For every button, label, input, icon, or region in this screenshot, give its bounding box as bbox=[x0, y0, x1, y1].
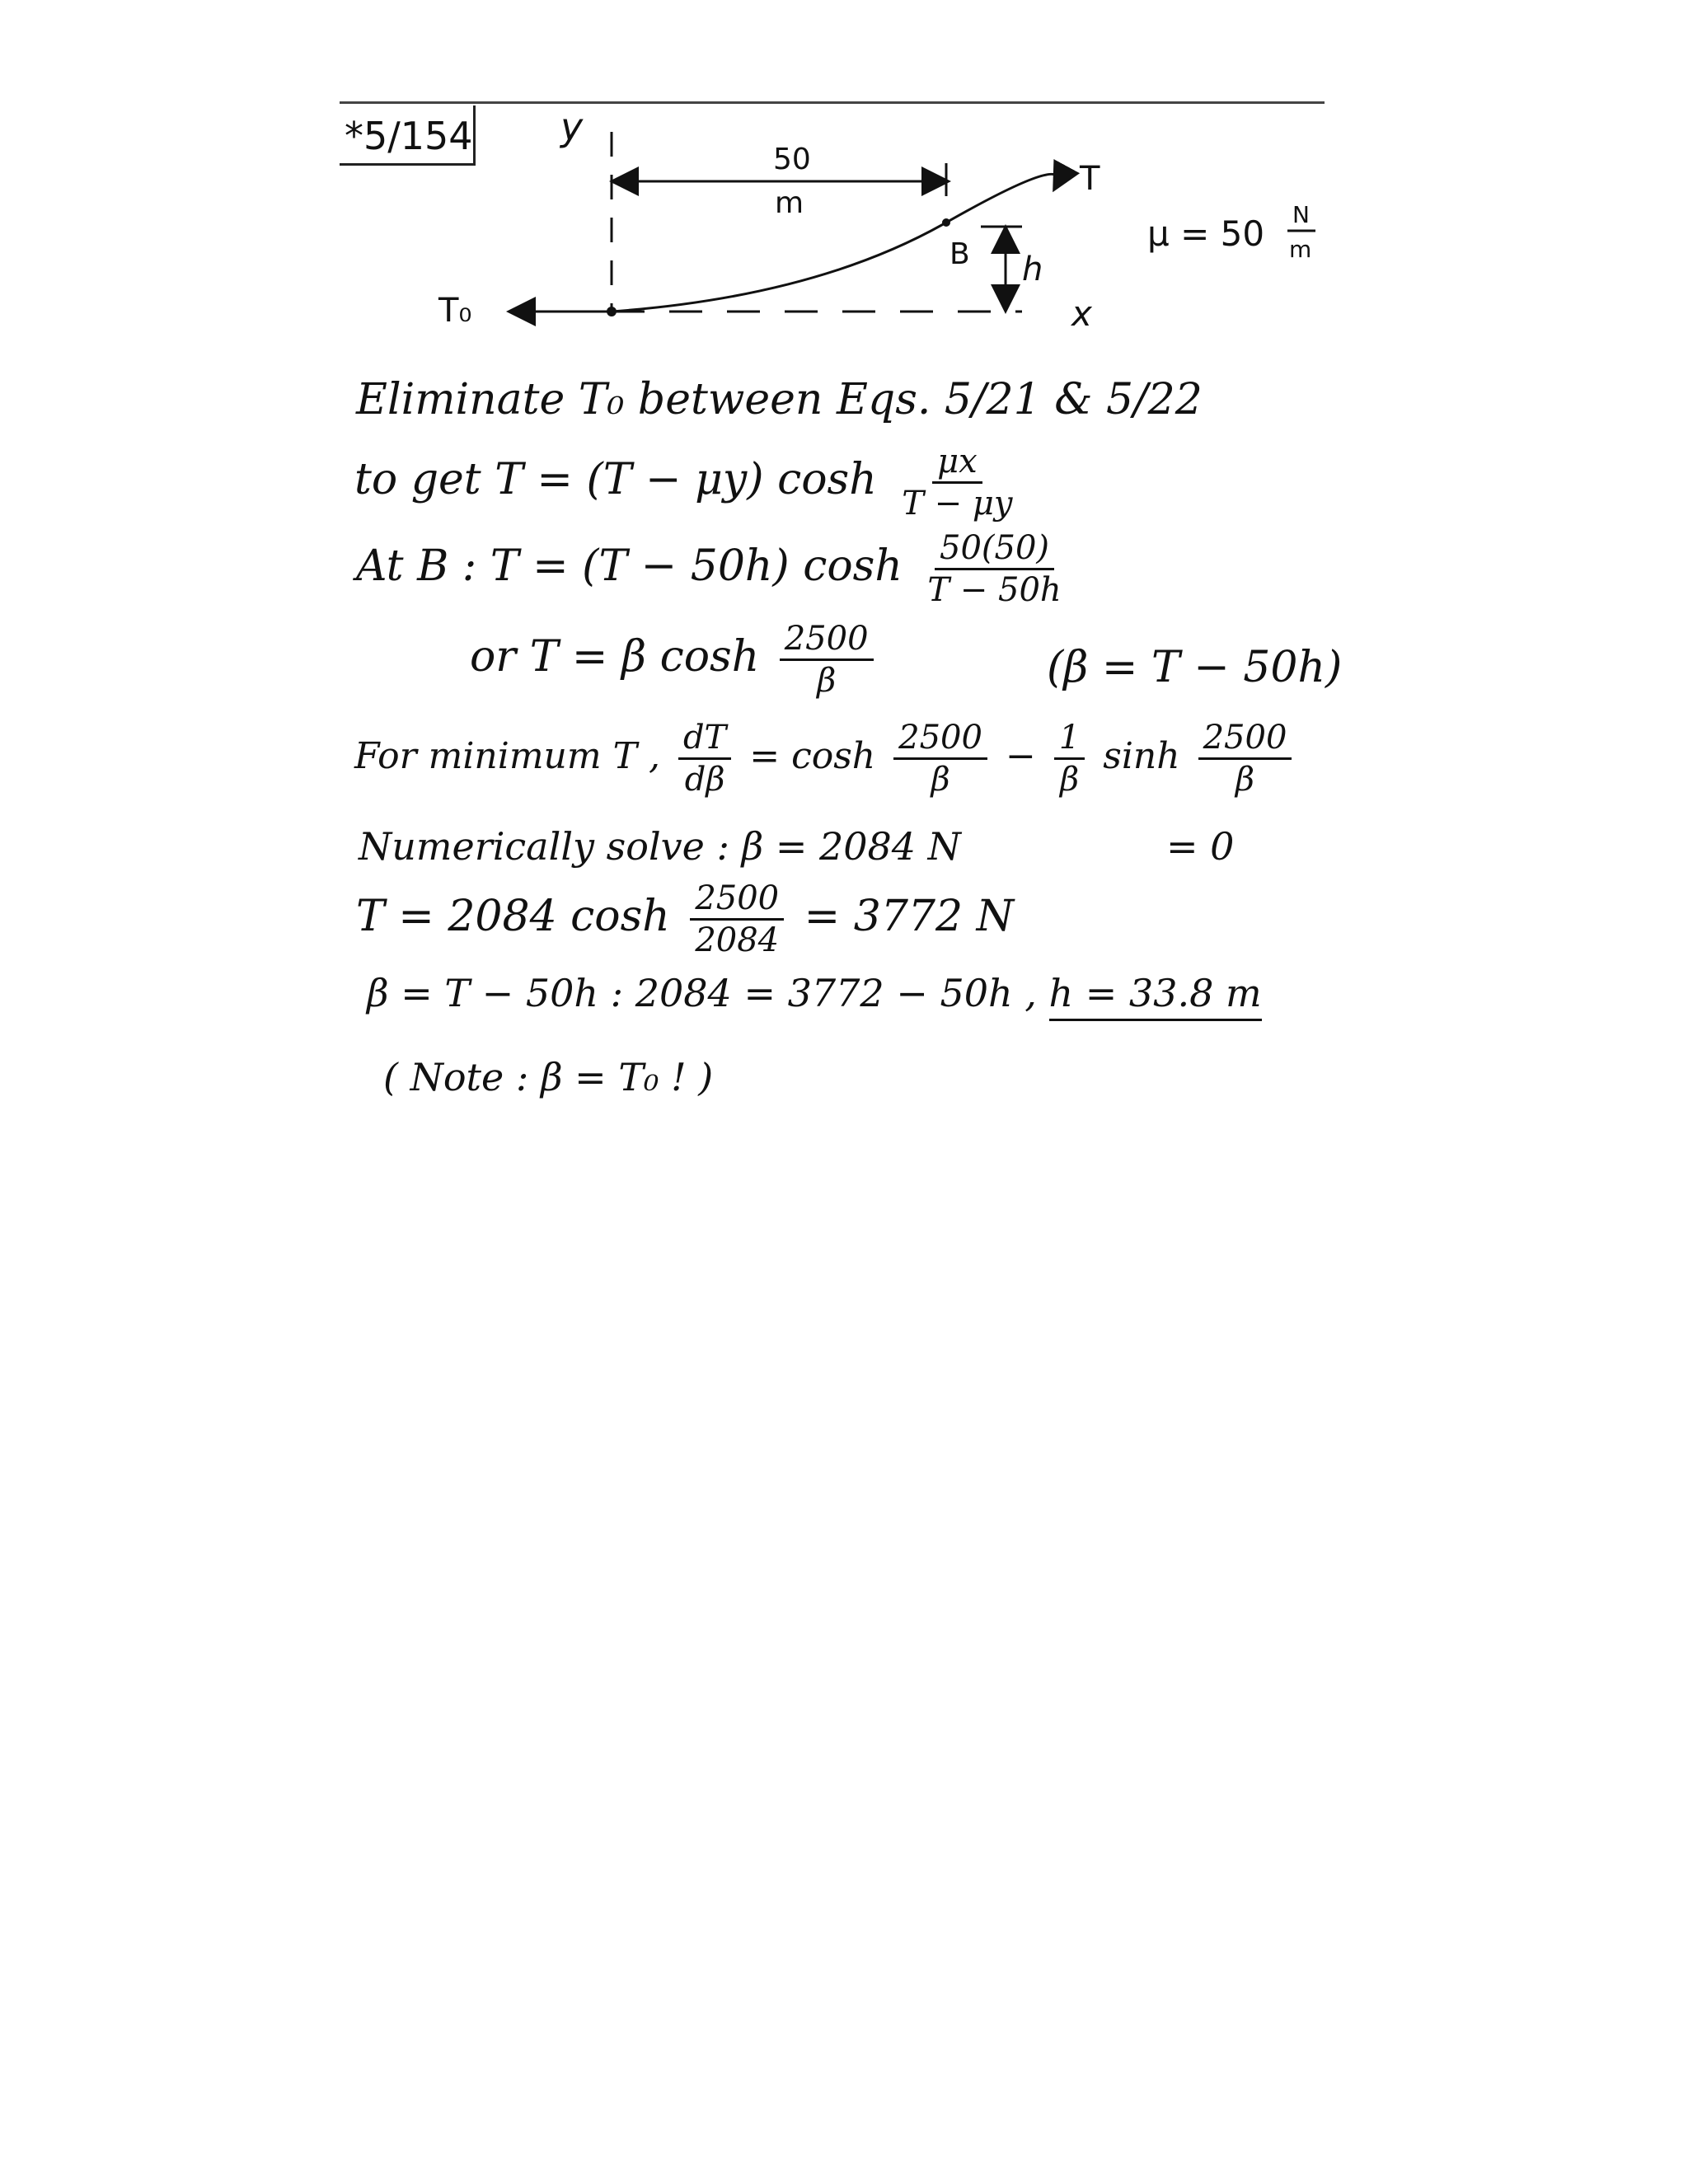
height-label: h bbox=[1022, 251, 1043, 288]
solution-line-9: ( Note : β = T₀ ! ) bbox=[383, 1055, 714, 1099]
solution-line-2 bbox=[354, 443, 1024, 523]
line-7-lead: T = 2084 cosh bbox=[356, 892, 670, 941]
problem-number: *5/154 bbox=[345, 114, 473, 158]
solution-line-7 bbox=[356, 879, 1015, 959]
line-4-denominator: β bbox=[817, 662, 837, 700]
span-unit: m bbox=[775, 186, 804, 220]
line-5-f1-num: 2500 bbox=[893, 721, 987, 760]
line-5-fraction-2 bbox=[1054, 719, 1085, 799]
solution-line-4 bbox=[470, 620, 880, 700]
line-5-mid: = cosh bbox=[749, 735, 876, 777]
line-7-fraction bbox=[690, 879, 784, 959]
mu-unit-den: m bbox=[1289, 236, 1312, 263]
solution-line-8 bbox=[367, 971, 1262, 1015]
line-4-lead: or T = β cosh bbox=[470, 632, 760, 682]
line-5-derivative-den: dβ bbox=[684, 761, 725, 799]
line-2-lead: to get T = (T − μy) cosh bbox=[354, 455, 877, 504]
line-5-fraction-1 bbox=[893, 719, 987, 799]
line-5-f2-den: β bbox=[1059, 761, 1080, 799]
cable-diagram bbox=[429, 99, 1335, 346]
line-2-denominator: T − μy bbox=[902, 485, 1013, 523]
line-5-f2-num: 1 bbox=[1054, 721, 1085, 760]
solution-line-3 bbox=[356, 529, 1073, 609]
mu-unit-num: N bbox=[1292, 201, 1310, 228]
tension-start-label: T₀ bbox=[438, 292, 472, 330]
x-axis-label: x bbox=[1071, 293, 1092, 334]
solution-line-1: Eliminate T₀ between Eqs. 5/21 & 5/22 bbox=[356, 375, 1203, 424]
line-3-fraction bbox=[922, 529, 1066, 609]
line-2-fraction bbox=[897, 443, 1017, 523]
line-5-sinh: sinh bbox=[1103, 735, 1180, 777]
line-5-f3-num: 2500 bbox=[1198, 721, 1292, 760]
line-7-numerator: 2500 bbox=[690, 882, 784, 921]
line-3-denominator: T − 50h bbox=[927, 571, 1062, 609]
line-5-lead: For minimum T , bbox=[354, 735, 660, 777]
line-8-lead: β = T − 50h : 2084 = 3772 − 50h , bbox=[367, 971, 1037, 1015]
span-value: 50 bbox=[773, 143, 811, 176]
line-5-derivative bbox=[678, 719, 731, 799]
line-5-f1-den: β bbox=[931, 761, 950, 799]
line-4-fraction bbox=[780, 620, 874, 700]
line-5-derivative-num: dT bbox=[678, 721, 731, 760]
line-2-numerator: μx bbox=[932, 445, 982, 484]
solution-line-6: Numerically solve : β = 2084 N bbox=[359, 824, 961, 869]
line-5-f3-den: β bbox=[1235, 761, 1255, 799]
line-4-note: (β = T − 50h) bbox=[1047, 643, 1343, 692]
line-7-denominator: 2084 bbox=[695, 921, 780, 959]
solution-line-5 bbox=[354, 719, 1298, 799]
cable-curve bbox=[612, 174, 1058, 312]
final-answer: h = 33.8 m bbox=[1049, 971, 1262, 1021]
point-b bbox=[942, 218, 950, 227]
line-4-numerator: 2500 bbox=[780, 622, 874, 661]
mu-label: μ = 50 bbox=[1147, 213, 1265, 254]
line-5-minus: − bbox=[1005, 735, 1036, 777]
line-7-tail: = 3772 N bbox=[804, 892, 1015, 941]
line-6-equals-zero: = 0 bbox=[1166, 824, 1235, 869]
line-3-numerator: 50(50) bbox=[935, 532, 1054, 570]
line-5-fraction-3 bbox=[1198, 719, 1292, 799]
point-b-label: B bbox=[950, 237, 970, 271]
y-axis-label: y bbox=[560, 105, 584, 149]
line-3-lead: At B : T = (T − 50h) cosh bbox=[356, 541, 903, 591]
tension-end-label: T bbox=[1080, 160, 1100, 198]
